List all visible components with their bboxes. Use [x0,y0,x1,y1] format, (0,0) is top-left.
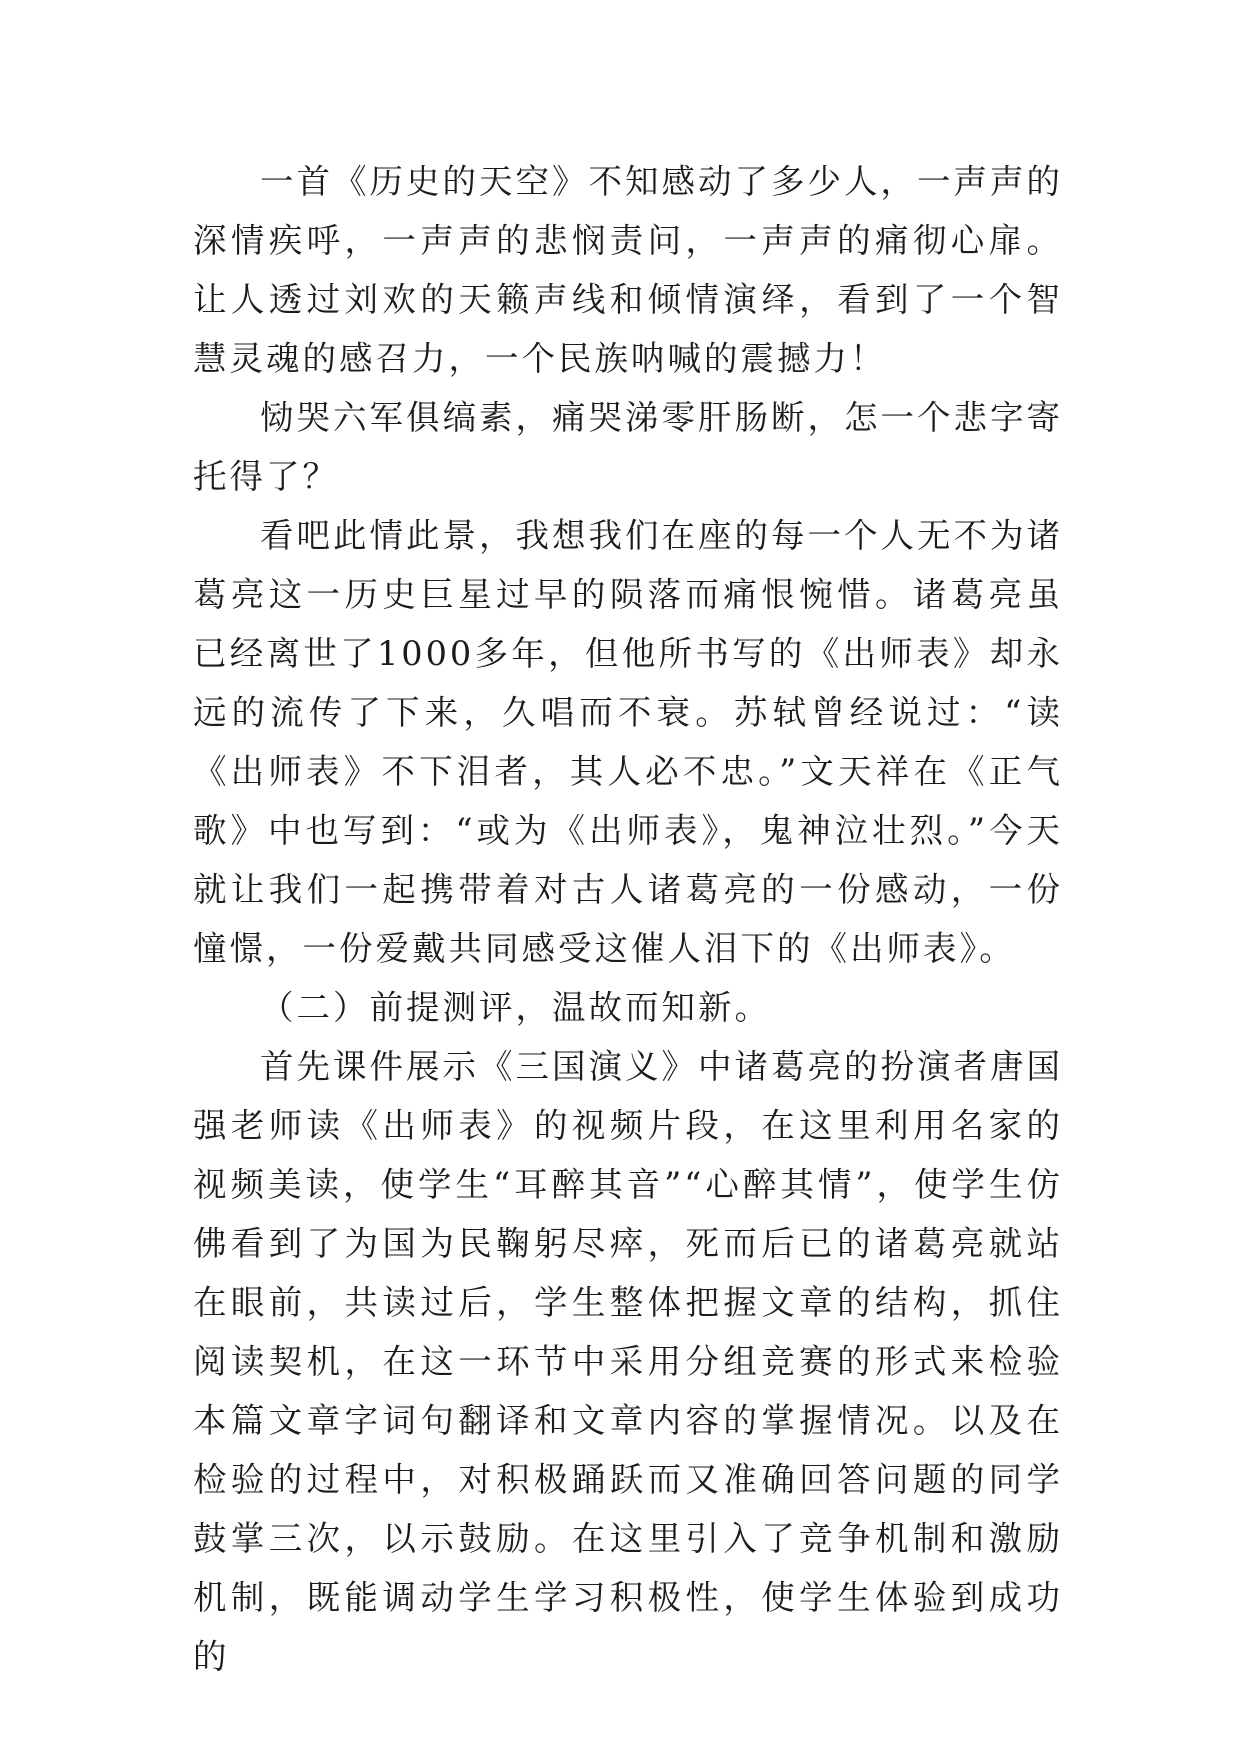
document-body [193,152,1063,1686]
section-heading-pretest: （二）前提测评，温故而知新。 [260,988,771,1027]
paragraph-zhuge-liang: 看吧此情此景，我想我们在座的每一个人无不为诸葛亮这一历史巨星过早的陨落而痛恨惋惜。诸葛亮虽已经离世了1000多年，但他所书写的《出师表》却永远的流传了下来，久唱而不衰。苏轼曾经说过：“读《出师表》不下泪者，其人必不忠。”文天祥在《正气歌》中也写到：“或为《出师表》，鬼神泣壮烈。”今天就让我们一起携带着对古人诸葛亮的一份感动，一份憧憬，一份爱戴共同感受这催人泪下的《出师表》。 [193,516,1063,968]
paragraph-courseware: 首先课件展示《三国演义》中诸葛亮的扮演者唐国强老师读《出师表》的视频片段，在这里利用名家的视频美读，使学生“耳醉其音”“心醉其情”，使学生仿佛看到了为国为民鞠躬尽瘁，死而后已的诸葛亮就站在眼前，共读过后，学生整体把握文章的结构，抓住阅读契机，在这一环节中采用分组竞赛的形式来检验本篇文章字词句翻译和文章内容的掌握情况。以及在检验的过程中，对积极踊跃而又准确回答问题的同学鼓掌三次，以示鼓励。在这里引入了竞争机制和激励机制，既能调动学生学习积极性，使学生体验到成功的 [193,1047,1063,1676]
paragraph-mourning: 恸哭六军俱缟素，痛哭涕零肝肠断，怎一个悲字寄托得了？ [193,398,1063,496]
paragraph-intro-song: 一首《历史的天空》不知感动了多少人，一声声的深情疾呼，一声声的悲悯责问，一声声的痛彻心扉。让人透过刘欢的天籁声线和倾情演绎，看到了一个智慧灵魂的感召力，一个民族呐喊的震撼力！ [193,162,1063,378]
